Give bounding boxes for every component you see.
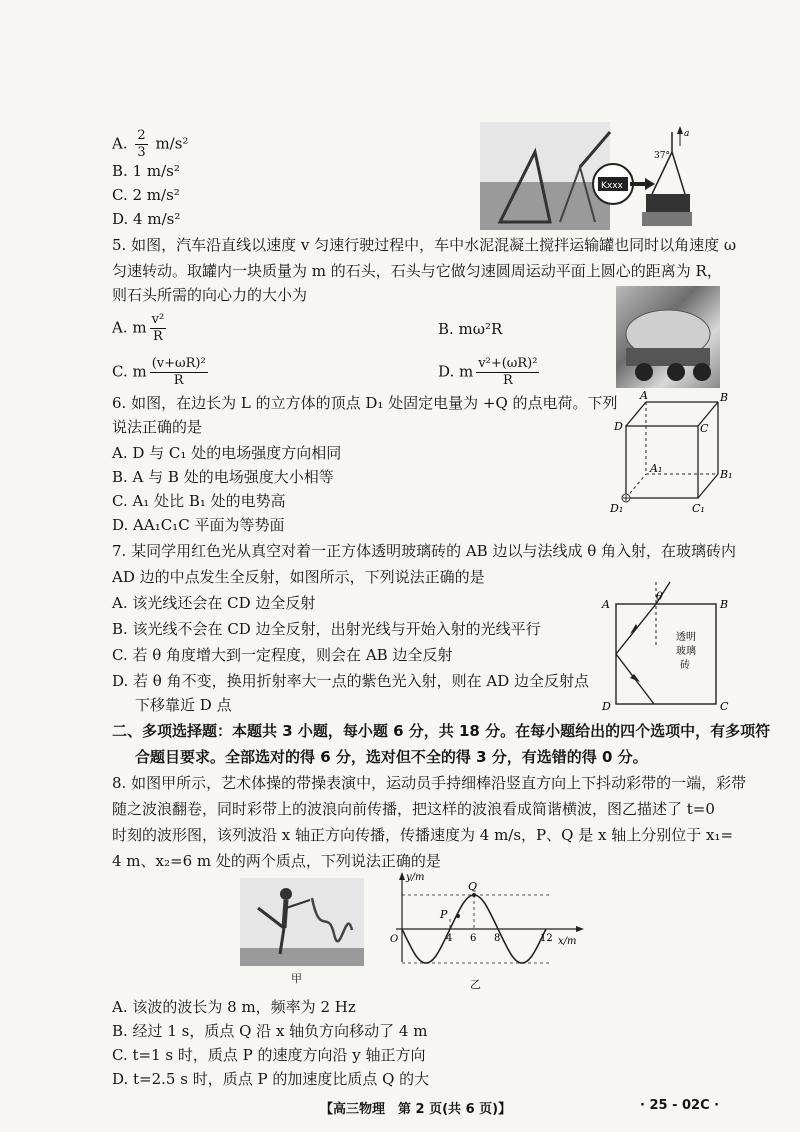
q8-option-d: D. t=2.5 s 时，质点 P 的加速度比质点 Q 的大	[112, 1070, 430, 1088]
q6-label-b: B	[720, 391, 729, 404]
q7-label-glass1: 透明	[676, 632, 696, 643]
q6-stem-line1: 6. 如图，在边长为 L 的立方体的顶点 D₁ 处固定电量为 +Q 的点电荷。下列	[112, 394, 618, 412]
q5-option-c-num: (v+ωR)²	[151, 356, 206, 371]
q8-wave-label-p: P	[440, 908, 448, 921]
q8-figure-yi-caption: 乙	[470, 978, 481, 991]
q7-option-b: B. 该光线不会在 CD 边全反射，出射光线与开始入射的光线平行	[112, 620, 541, 638]
q8-wave-graph	[382, 870, 588, 970]
q4-option-a-num: 2	[137, 128, 146, 143]
q5-option-a-fraction	[150, 312, 167, 345]
q6-label-d: D	[614, 420, 623, 433]
q8-option-c: C. t=1 s 时，质点 P 的速度方向沿 y 轴正方向	[112, 1046, 426, 1064]
q4-option-a-prefix: A.	[112, 134, 128, 153]
q5-option-a-den: R	[152, 329, 163, 344]
q5-option-d-fraction	[476, 356, 539, 389]
q5-option-a-prefix: A. m	[112, 318, 147, 337]
q7-glass-svg	[600, 578, 732, 712]
q4-option-a-den: 3	[137, 145, 146, 160]
q8-wave-label-q: Q	[468, 880, 478, 893]
q8-stem-line4: 4 m、x₂=6 m 处的两个质点，下列说法正确的是	[112, 852, 441, 870]
q7-label-c: C	[720, 700, 729, 712]
q7-option-d-line2: 下移靠近 D 点	[135, 696, 232, 714]
q6-cube-svg	[606, 388, 736, 522]
q6-label-c: C	[700, 422, 709, 435]
section2-heading-line2: 合题目要求。全部选对的得 6 分，选对但不全的得 3 分，有选错的得 0 分。	[135, 748, 648, 766]
q6-option-d: D. AA₁C₁C 平面为等势面	[112, 516, 285, 534]
q6-label-a: A	[640, 389, 648, 402]
q7-label-b: B	[720, 598, 729, 611]
page-footer-center: 【高三物理 第 2 页(共 6 页)】	[320, 1102, 512, 1117]
q7-label-a: A	[602, 598, 610, 611]
q6-cube-figure	[606, 388, 736, 522]
q8-gymnast-svg	[240, 878, 364, 966]
q7-label-d: D	[602, 700, 611, 712]
q4-option-b: B. 1 m/s²	[112, 162, 180, 180]
q4-figure-a-label: a	[684, 129, 690, 139]
q8-stem-line1: 8. 如图甲所示，艺术体操的带操表演中，运动员手持细棒沿竖直方向上下抖动彩带的一端，彩带	[112, 774, 747, 792]
q6-label-b1: B₁	[720, 468, 733, 481]
q8-wave-origin: O	[390, 934, 399, 945]
q8-wave-xlabel: x/m	[558, 936, 577, 947]
q5-truck-photo	[616, 286, 720, 388]
q4-option-d: D. 4 m/s²	[112, 210, 181, 228]
q5-option-c	[112, 356, 211, 389]
q5-option-a-num: v²	[151, 312, 165, 327]
q8-wave-tick-6: 6	[470, 933, 477, 944]
q4-figure-svg	[480, 122, 692, 230]
q5-option-c-prefix: C. m	[112, 362, 147, 381]
q8-figure-jia-caption: 甲	[291, 972, 302, 985]
q8-option-b: B. 经过 1 s，质点 Q 沿 x 轴负方向移动了 4 m	[112, 1022, 428, 1040]
q5-option-d	[438, 356, 542, 389]
page-footer-code: · 25 - 02C ·	[640, 1098, 720, 1113]
q8-wave-tick-8: 8	[494, 933, 501, 944]
q4-figure-box-label: Kxxx	[601, 181, 623, 191]
q8-wave-tick-12: 12	[540, 933, 553, 944]
q7-stem-line2: AD 边的中点发生全反射，如图所示，下列说法正确的是	[112, 568, 485, 586]
q4-option-a	[112, 128, 188, 161]
q8-option-a: A. 该波的波长为 8 m，频率为 2 Hz	[112, 998, 356, 1016]
q4-option-a-fraction	[135, 128, 147, 161]
q6-option-b: B. A 与 B 处的电场强度大小相等	[112, 468, 334, 486]
q7-glass-figure	[600, 578, 732, 712]
section2-heading-line1: 二、多项选择题：本题共 3 小题，每小题 6 分，共 18 分。在每小题给出的四个选项中，有多项符	[112, 722, 771, 740]
q7-stem-line1: 7. 某同学用红色光从真空对着一正方体透明玻璃砖的 AB 边以与法线成 θ 角入射，在玻璃砖内	[112, 542, 737, 560]
q5-option-b: B. mω²R	[438, 320, 503, 338]
q6-option-a: A. D 与 C₁ 处的电场强度方向相同	[112, 444, 342, 462]
q5-stem-line1: 5. 如图，汽车沿直线以速度 v 匀速行驶过程中，车中水泥混凝土搅拌运输罐也同时以角速度 ω	[112, 236, 737, 254]
q5-option-d-den: R	[502, 373, 513, 388]
q5-option-c-fraction	[150, 356, 208, 389]
q5-option-d-prefix: D. m	[438, 362, 474, 381]
q5-truck-photo-svg	[616, 286, 720, 388]
q7-label-glass2: 玻璃	[676, 646, 696, 657]
q8-wave-svg	[382, 870, 588, 970]
q4-option-a-unit: m/s²	[155, 134, 189, 153]
q4-figure-angle-label: 37°	[654, 151, 670, 161]
q7-label-glass3: 砖	[680, 660, 690, 671]
q8-stem-line3: 时刻的波形图，该列波沿 x 轴正方向传播，传播速度为 4 m/s，P、Q 是 x 轴上分别位于 x₁=	[112, 826, 734, 844]
q7-label-theta: θ	[656, 590, 663, 603]
q5-option-d-num: v²+(ωR)²	[478, 356, 538, 371]
q8-wave-ylabel: y/m	[406, 872, 425, 883]
q7-option-c: C. 若 θ 角度增大到一定程度，则会在 AB 边全反射	[112, 646, 453, 664]
q6-label-d1: D₁	[610, 502, 624, 515]
q4-figure	[480, 122, 692, 230]
q5-option-a	[112, 312, 169, 345]
q6-label-a1: A₁	[650, 462, 663, 475]
q5-option-c-den: R	[173, 373, 184, 388]
q7-option-d-line1: D. 若 θ 角不变，换用折射率大一点的紫色光入射，则在 AD 边全反射点	[112, 672, 589, 690]
q7-option-a: A. 该光线还会在 CD 边全反射	[112, 594, 316, 612]
q6-label-c1: C₁	[692, 502, 705, 515]
q6-stem-line2: 说法正确的是	[112, 418, 203, 436]
q4-option-c: C. 2 m/s²	[112, 186, 180, 204]
q8-figure-jia-photo	[240, 878, 364, 966]
q5-stem-line3: 则石头所需的向心力的大小为	[112, 286, 308, 304]
q5-stem-line2: 匀速转动。取罐内一块质量为 m 的石头，石头与它做匀速圆周运动平面上圆心的距离为 R，	[112, 262, 722, 280]
q8-wave-tick-4: 4	[446, 933, 453, 944]
q6-option-c: C. A₁ 处比 B₁ 处的电势高	[112, 492, 286, 510]
q8-stem-line2: 随之波浪翻卷，同时彩带上的波浪向前传播，把这样的波浪看成简谐横波，图乙描述了 t=0	[112, 800, 715, 818]
